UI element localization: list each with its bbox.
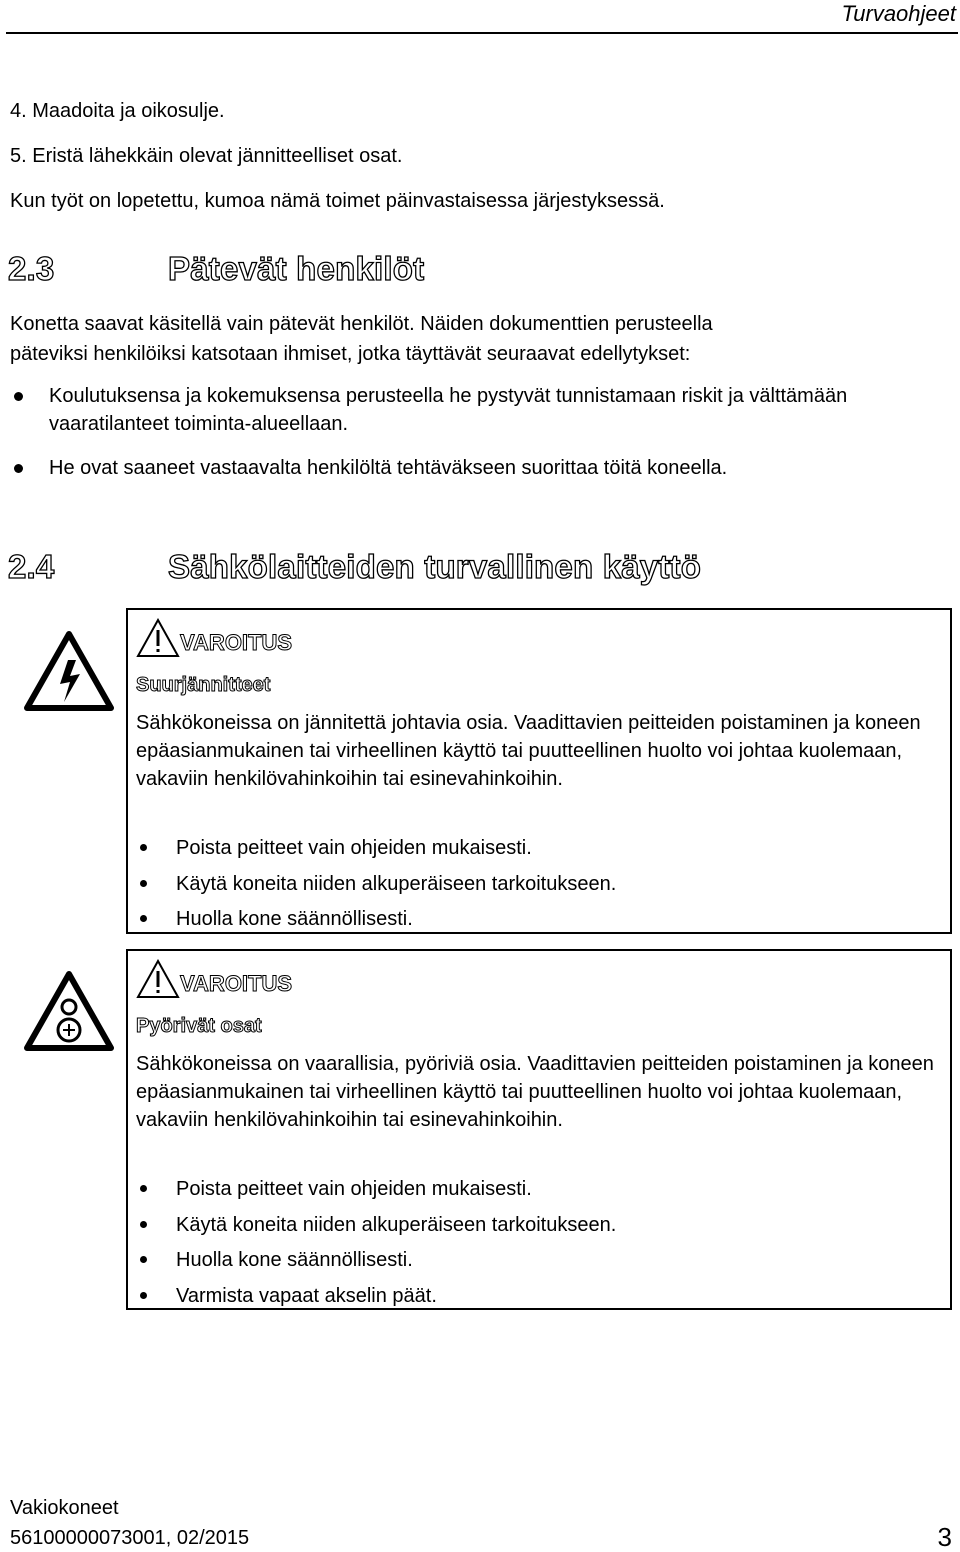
warning-label: VAROITUS bbox=[180, 630, 293, 655]
bullet-dot bbox=[140, 844, 147, 851]
rotating-parts-warning-icon bbox=[24, 970, 114, 1052]
section-title: Pätevät henkilöt bbox=[168, 250, 425, 287]
footer-doc-id: 56100000073001, 02/2015 bbox=[10, 1527, 250, 1549]
list-item: Huolla kone säännöllisesti. bbox=[176, 908, 413, 930]
step-4: 4. Maadoita ja oikosulje. bbox=[10, 100, 225, 122]
warning-body: Sähkökoneissa on jännitettä johtavia osia. Vaadittavien peitteiden poistaminen ja koneen epäasianmukainen tai virheellinen käyttö tai puutteellinen huolto voi johtaa kuolemaan, vakaviin henkilövahinkoihin tai esinevahinkoihin. bbox=[136, 712, 921, 790]
list-item: Koulutuksensa ja kokemuksensa perusteella he pystyvät tunnistamaan riskit ja välttämään vaaratilanteet toiminta-alueellaan. bbox=[49, 385, 848, 435]
list-item: Käytä koneita niiden alkuperäiseen tarkoitukseen. bbox=[176, 873, 617, 895]
bullet-dot bbox=[140, 915, 147, 922]
bullet-dot bbox=[140, 1292, 147, 1299]
list-item: Poista peitteet vain ohjeiden mukaisesti. bbox=[176, 1178, 532, 1200]
bullet-dot bbox=[140, 1221, 147, 1228]
bullet-dot bbox=[140, 1256, 147, 1263]
section-intro-line-2: päteviksi henkilöiksi katsotaan ihmiset, jotka täyttävät seuraavat edellytykset: bbox=[10, 343, 691, 365]
list-item: Varmista vapaat akselin päät. bbox=[176, 1285, 437, 1307]
warning-box bbox=[126, 949, 952, 1310]
bullet-dot bbox=[14, 464, 23, 473]
bullet-dot bbox=[14, 392, 23, 401]
bullet-dot bbox=[140, 1185, 147, 1192]
high-voltage-warning-icon bbox=[24, 630, 114, 712]
list-item: Käytä koneita niiden alkuperäiseen tarkoitukseen. bbox=[176, 1214, 617, 1236]
section-heading-2-4 bbox=[8, 547, 701, 587]
section-number: 2.3 bbox=[8, 250, 55, 287]
warning-title: Suurjännitteet bbox=[136, 674, 271, 696]
step-5: 5. Eristä lähekkäin olevat jännitteelliset osat. bbox=[10, 145, 403, 167]
list-item: Poista peitteet vain ohjeiden mukaisesti. bbox=[176, 837, 532, 859]
bullet-dot bbox=[140, 880, 147, 887]
warning-triangle-icon bbox=[136, 618, 180, 658]
list-item: Huolla kone säännöllisesti. bbox=[176, 1249, 413, 1271]
footer-company: Vakiokoneet bbox=[10, 1497, 119, 1519]
page-header-title: Turvaohjeet bbox=[841, 1, 956, 26]
section-heading-2-3 bbox=[8, 249, 424, 289]
warning-title: Pyörivät osat bbox=[136, 1015, 262, 1037]
warning-box bbox=[126, 608, 952, 934]
steps-note: Kun työt on lopetettu, kumoa nämä toimet päinvastaisessa järjestyksessä. bbox=[10, 190, 665, 212]
section-title: Sähkölaitteiden turvallinen käyttö bbox=[168, 548, 702, 585]
warning-triangle-icon bbox=[136, 959, 180, 999]
warning-body: Sähkökoneissa on vaarallisia, pyöriviä osia. Vaadittavien peitteiden poistaminen ja koneen epäasianmukainen tai virheellinen käyttö tai puutteellinen huolto voi johtaa kuolemaan, vakaviin henkilövahinkoihin tai esinevahinkoihin. bbox=[136, 1053, 934, 1131]
list-item: He ovat saaneet vastaavalta henkilöltä tehtäväkseen suorittaa töitä koneella. bbox=[49, 457, 728, 479]
page-number: 3 bbox=[937, 1522, 952, 1552]
section-intro-line-1: Konetta saavat käsitellä vain pätevät henkilöt. Näiden dokumenttien perusteella bbox=[10, 313, 713, 335]
section-number: 2.4 bbox=[8, 548, 55, 585]
header-divider bbox=[6, 32, 958, 34]
warning-label: VAROITUS bbox=[180, 971, 293, 996]
